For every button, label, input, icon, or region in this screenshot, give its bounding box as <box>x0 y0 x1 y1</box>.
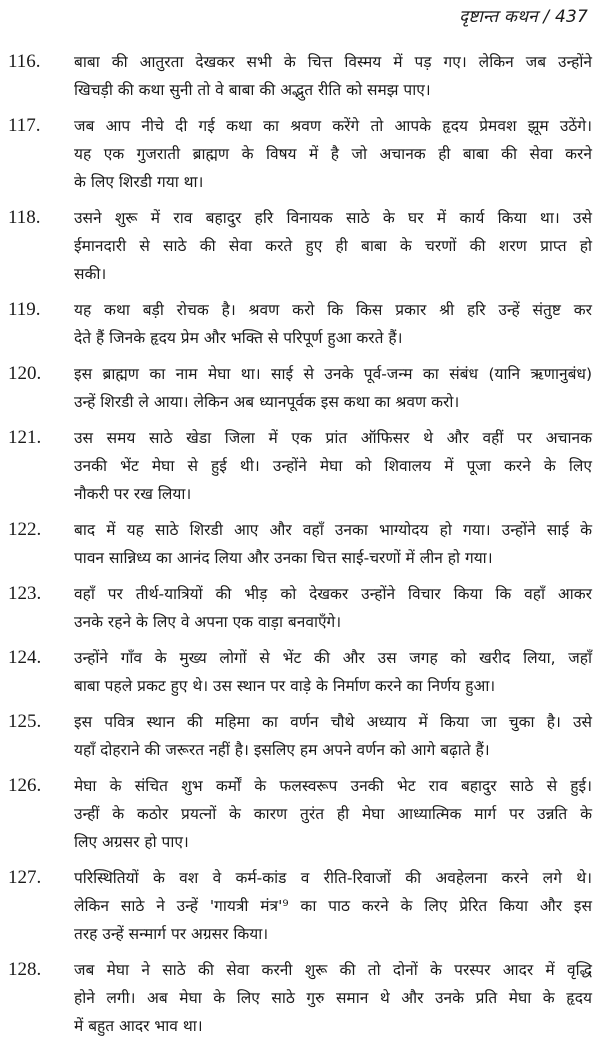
verse-12 <box>8 864 592 948</box>
verse-line: बाबा पहले प्रकट हुए थे। उस स्थान पर वाड़े के निर्माण करने का निर्णय हुआ। <box>74 677 496 695</box>
verse-line: खिचड़ी की कथा सुनी तो वे बाबा की अद्भुत रीति को समझ पाए। <box>74 81 431 99</box>
verse-line: के लिए शिरडी गया था। <box>74 173 204 191</box>
verse-number: 123. <box>8 583 42 604</box>
verse-6 <box>8 424 592 508</box>
verse-line: यह एक गुजराती ब्राह्मण के विषय में है जो अचानक ही बाबा की सेवा करने <box>74 145 592 163</box>
verse-text <box>74 296 592 352</box>
verse-text <box>74 580 592 636</box>
verse-line: वहाँ पर तीर्थ-यात्रियों की भीड़ को देखकर उन्होंने विचार किया कि वहाँ आकर <box>74 585 592 603</box>
verse-text <box>74 708 592 764</box>
verse-number: 118. <box>8 207 41 228</box>
verse-line: बाद में यह साठे शिरडी आए और वहाँ उनका भाग्योदय हो गया। उन्होंने साई के <box>74 521 592 539</box>
verse-line: नौकरी पर रख लिया। <box>74 485 192 503</box>
verse-line: परिस्थितियों के वश वे कर्म-कांड व रीति-रिवाजों की अवहेलना करने लगे थे। <box>74 869 592 887</box>
verse-8 <box>8 580 592 636</box>
verse-line: इस ब्राह्मण का नाम मेघा था। साई से उनके पूर्व-जन्म का संबंध (यानि ऋणानुबंध) <box>74 365 592 383</box>
verse-line: लेकिन साठे ने उन्हें 'गायत्री मंत्र'⁹ का पाठ करने के लिए प्रेरित किया और इस <box>74 897 592 915</box>
verse-line: उस समय साठे खेडा जिला में एक प्रांत ऑफिसर थे और वहीं पर अचानक <box>74 429 592 447</box>
verse-line: पावन सान्निध्य का आनंद लिया और उनका चित्त साई-चरणों में लीन हो गया। <box>74 549 493 567</box>
verse-number: 122. <box>8 519 42 540</box>
verse-line: मेघा के संचित शुभ कर्मों के फलस्वरूप उनकी भेट राव बहादुर साठे से हुई। <box>74 777 592 795</box>
verse-line: जब मेघा ने साठे की सेवा करनी शुरू की तो दोनों के परस्पर आदर में वृद्धि <box>74 961 592 979</box>
running-header: दृष्टान्त कथन / 437 <box>459 7 588 27</box>
verse-line: उनकी भेंट मेघा से हुई थी। उन्होंने मेघा को शिवालय में पूजा करने के लिए <box>74 457 592 475</box>
verse-number: 116. <box>8 51 41 72</box>
verse-number: 121. <box>8 427 42 448</box>
verse-10 <box>8 708 592 764</box>
verse-5 <box>8 360 592 416</box>
verse-line: तरह उन्हें सन्मार्ग पर अग्रसर किया। <box>74 925 269 943</box>
verse-line: उन्होंने गाँव के मुख्य लोगों से भेंट की और उस जगह को खरीद लिया, जहाँ <box>74 649 592 667</box>
verse-text <box>74 424 592 508</box>
verse-number: 126. <box>8 775 42 796</box>
verse-number: 125. <box>8 711 42 732</box>
verse-line: जब आप नीचे दी गई कथा का श्रवण करेंगे तो आपके हृदय प्रेमवश झूम उठेंगे। <box>74 117 592 135</box>
verse-13 <box>8 956 592 1040</box>
verse-line: होने लगी। अब मेघा के लिए साठे गुरु समान थे और उनके प्रति मेघा के हृदय <box>74 989 592 1007</box>
verse-11 <box>8 772 592 856</box>
verse-7 <box>8 516 592 572</box>
verse-line: इस पवित्र स्थान की महिमा का वर्णन चौथे अध्याय में किया जा चुका है। उसे <box>74 713 592 731</box>
verse-9 <box>8 644 592 700</box>
verse-line: उसने शुरू में राव बहादुर हरि विनायक साठे के घर में कार्य किया था। उसे <box>74 209 592 227</box>
verse-text <box>74 360 592 416</box>
verse-text <box>74 204 592 288</box>
verse-text <box>74 516 592 572</box>
verse-number: 127. <box>8 867 42 888</box>
verse-line: बाबा की आतुरता देखकर सभी के चित्त विस्मय में पड़ गए। लेकिन जब उन्होंने <box>74 53 592 71</box>
verse-line: उन्हीं के कठोर प्रयत्नों के कारण तुरंत ही मेघा आध्यात्मिक मार्ग पर उन्नति के <box>74 805 592 823</box>
verse-text <box>74 112 592 196</box>
verse-line: उन्हें शिरडी ले आया। लेकिन अब ध्यानपूर्वक इस कथा का श्रवण करो। <box>74 393 460 411</box>
verse-3 <box>8 204 592 288</box>
verse-1 <box>8 48 592 104</box>
verse-line: उनके रहने के लिए वे अपना एक वाड़ा बनवाएँगे। <box>74 613 342 631</box>
verse-line: सकी। <box>74 265 107 283</box>
verse-number: 124. <box>8 647 42 668</box>
verse-line: यह कथा बड़ी रोचक है। श्रवण करो कि किस प्रकार श्री हरि उन्हें संतुष्ट कर <box>74 301 592 319</box>
verse-2 <box>8 112 592 196</box>
verse-line: यहाँ दोहराने की जरूरत नहीं है। इसलिए हम अपने वर्णन को आगे बढ़ाते हैं। <box>74 741 490 759</box>
verse-text <box>74 48 592 104</box>
verse-text <box>74 864 592 948</box>
verse-text <box>74 644 592 700</box>
verse-number: 119. <box>8 299 41 320</box>
verse-text <box>74 772 592 856</box>
verse-list <box>8 48 592 1048</box>
verse-line: देते हैं जिनके हृदय प्रेम और भक्ति से परिपूर्ण हुआ करते हैं। <box>74 329 403 347</box>
verse-number: 120. <box>8 363 42 384</box>
verse-line: में बहुत आदर भाव था। <box>74 1017 203 1035</box>
verse-line: लिए अग्रसर हो पाए। <box>74 833 189 851</box>
verse-text <box>74 956 592 1040</box>
verse-4 <box>8 296 592 352</box>
verse-number: 128. <box>8 959 42 980</box>
verse-number: 117. <box>8 115 41 136</box>
verse-line: ईमानदारी से साठे की सेवा करते हुए ही बाबा के चरणों की शरण प्राप्त हो <box>74 237 592 255</box>
